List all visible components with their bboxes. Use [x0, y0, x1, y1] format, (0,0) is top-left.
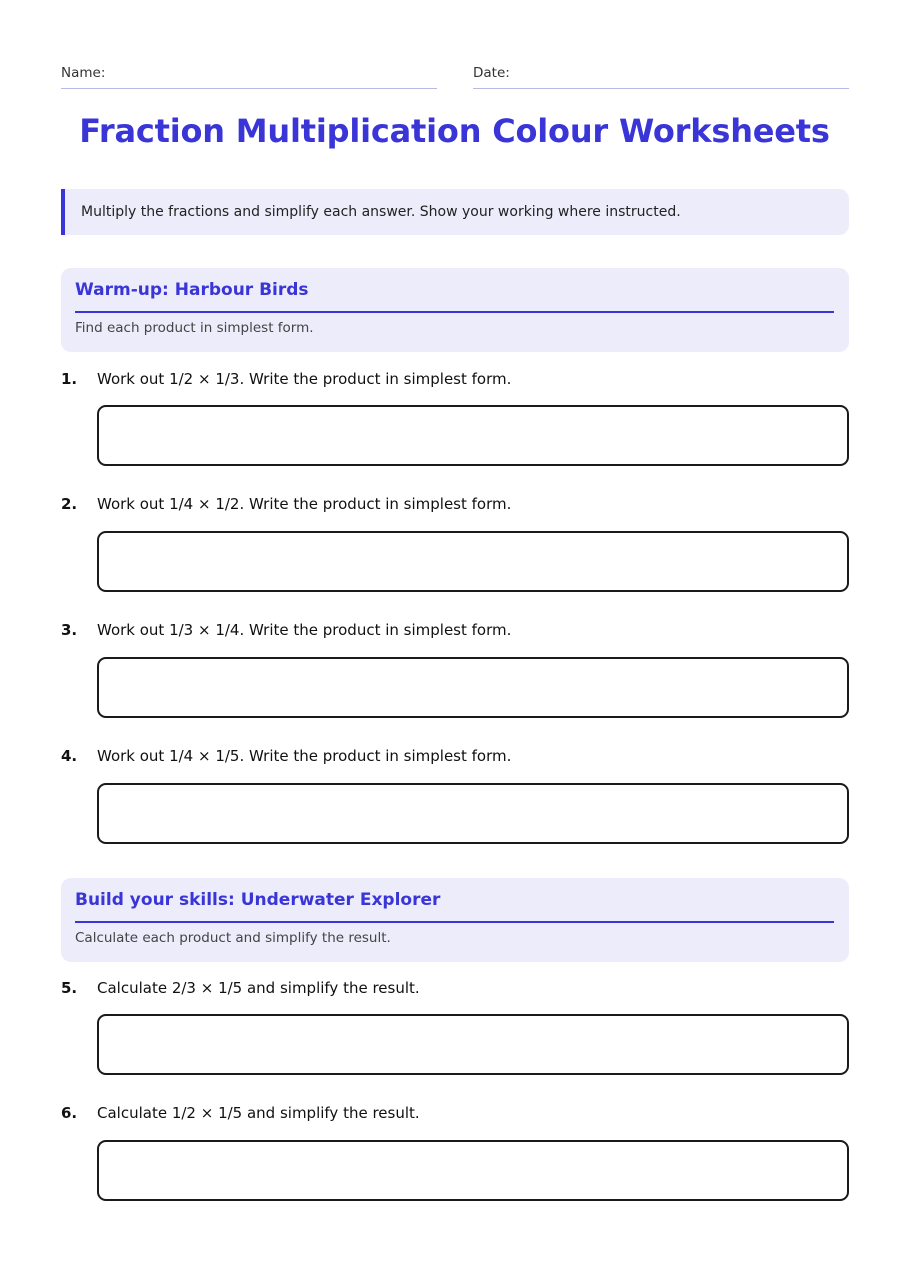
question-number: 4. — [61, 747, 78, 765]
section-divider — [75, 921, 834, 923]
answer-box-6[interactable] — [97, 1140, 849, 1201]
name-field[interactable] — [61, 62, 437, 89]
answer-box-5[interactable] — [97, 1014, 849, 1075]
section-build-skills — [61, 878, 849, 962]
question-text: Work out 1/4 × 1/2. Write the product in simplest form. — [97, 495, 512, 513]
answer-box-2[interactable] — [97, 531, 849, 592]
question-number: 1. — [61, 370, 78, 388]
question-number: 3. — [61, 621, 78, 639]
instructions-box — [61, 189, 849, 235]
answer-box-4[interactable] — [97, 783, 849, 844]
question-number: 6. — [61, 1104, 78, 1122]
date-label: Date: — [473, 65, 510, 81]
name-label: Name: — [61, 65, 106, 81]
section-title: Build your skills: Underwater Explorer — [75, 890, 441, 910]
section-subtitle: Calculate each product and simplify the result. — [75, 930, 391, 946]
answer-box-1[interactable] — [97, 405, 849, 466]
date-field[interactable] — [473, 62, 849, 89]
page-title: Fraction Multiplication Colour Worksheets — [79, 112, 830, 150]
section-subtitle: Find each product in simplest form. — [75, 320, 314, 336]
question-number: 5. — [61, 979, 78, 997]
answer-box-3[interactable] — [97, 657, 849, 718]
instructions-text: Multiply the fractions and simplify each answer. Show your working where instructed. — [81, 204, 681, 220]
question-text: Calculate 2/3 × 1/5 and simplify the result. — [97, 979, 420, 997]
question-text: Work out 1/2 × 1/3. Write the product in simplest form. — [97, 370, 512, 388]
section-divider — [75, 311, 834, 313]
question-number: 2. — [61, 495, 78, 513]
section-title: Warm-up: Harbour Birds — [75, 280, 309, 300]
section-warm-up — [61, 268, 849, 352]
question-text: Work out 1/3 × 1/4. Write the product in simplest form. — [97, 621, 512, 639]
question-text: Calculate 1/2 × 1/5 and simplify the result. — [97, 1104, 420, 1122]
question-text: Work out 1/4 × 1/5. Write the product in simplest form. — [97, 747, 512, 765]
